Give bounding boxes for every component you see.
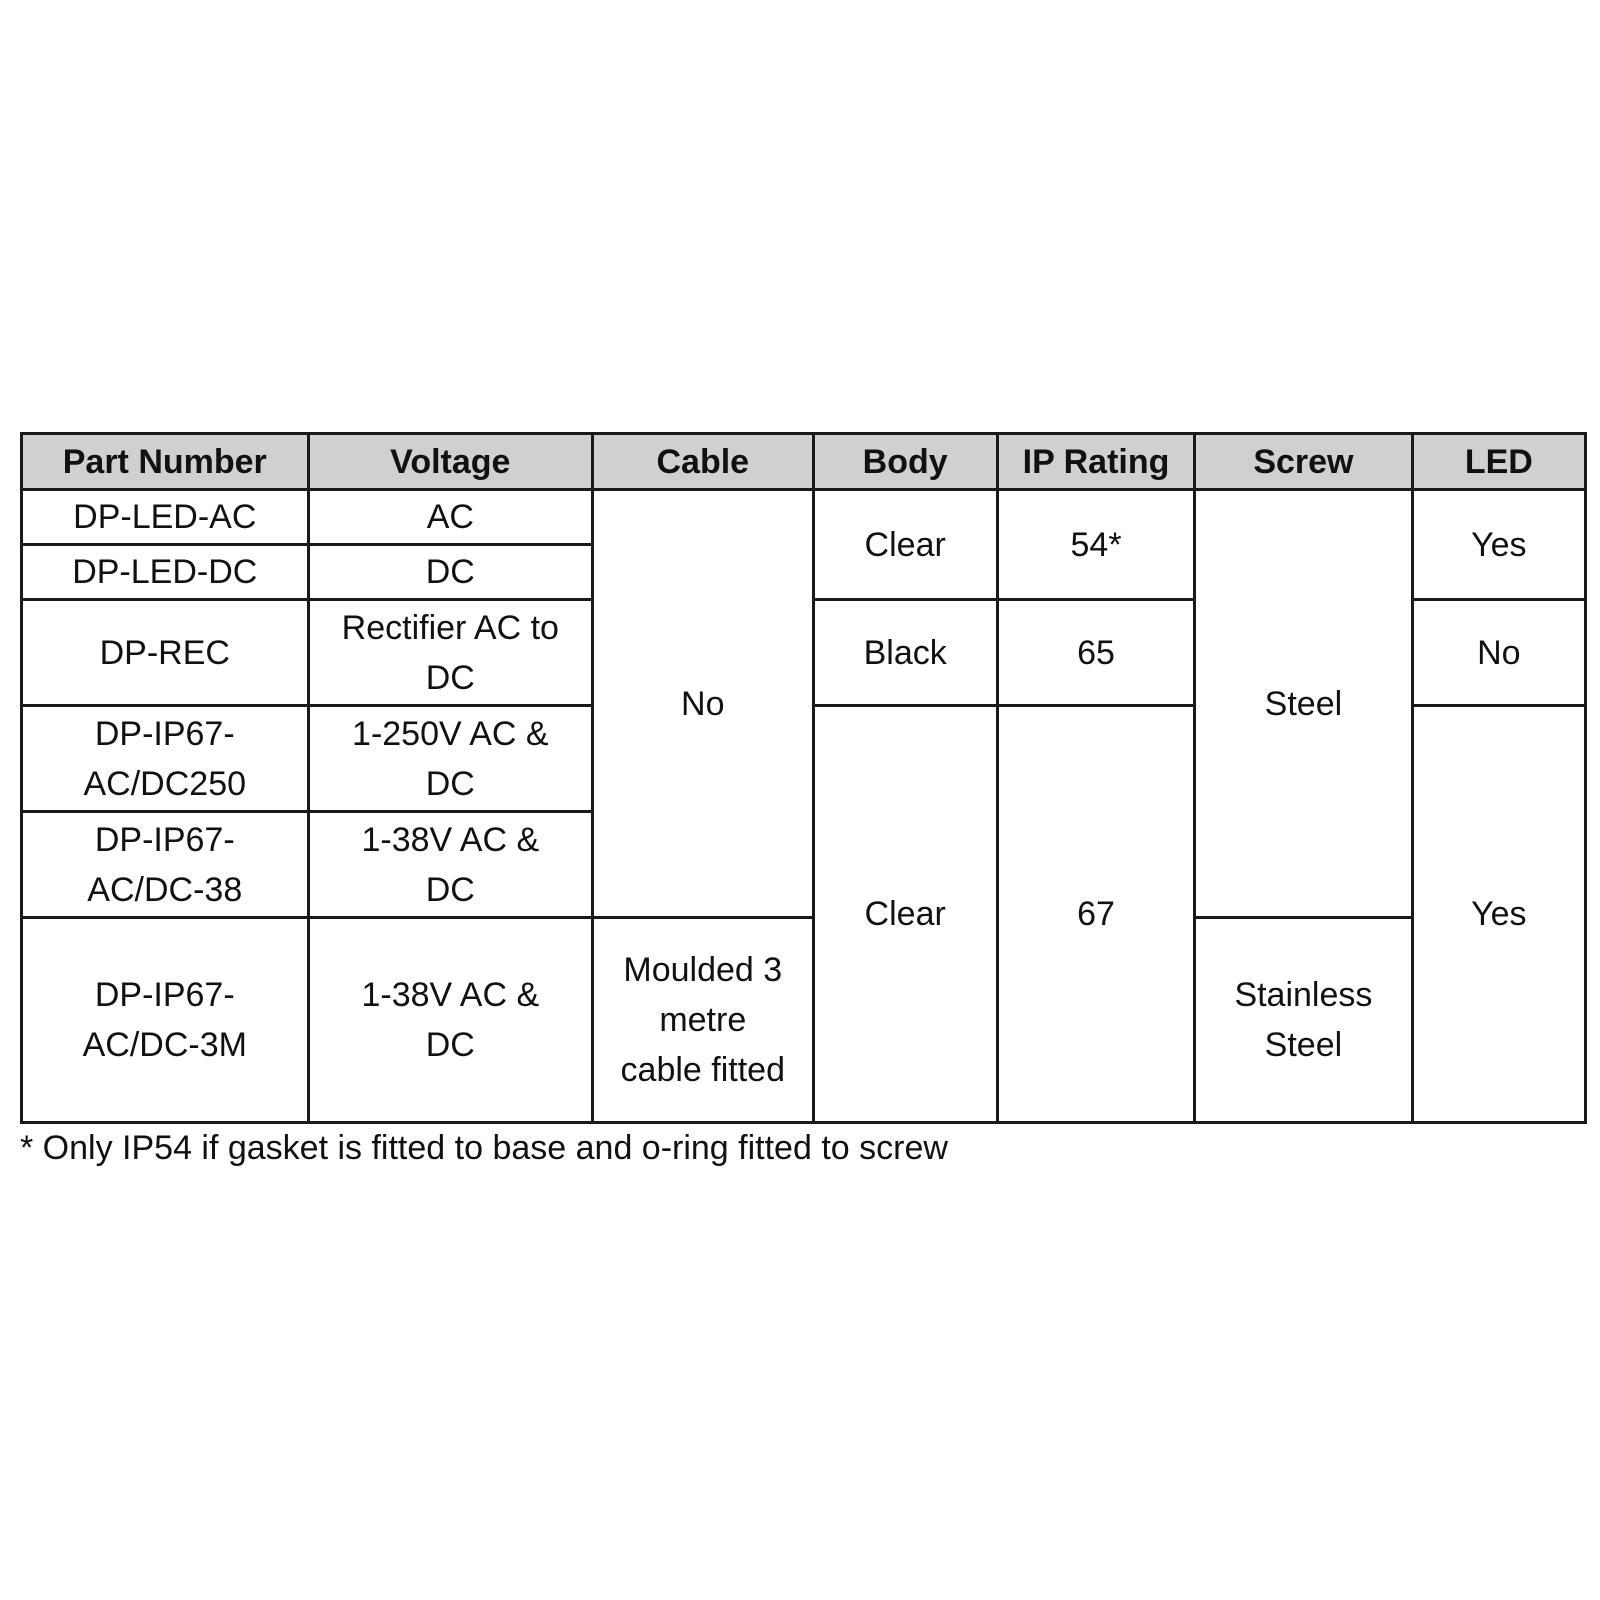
voltage-text: 1-38V AC & DC (361, 976, 540, 1064)
screw-cell: Steel (1195, 490, 1412, 918)
header-body: Body (813, 434, 997, 490)
voltage-text: 1-250V AC & DC (352, 714, 549, 803)
voltage-text: 1-38V AC & DC (361, 820, 540, 909)
screw-text: Stainless Steel (1234, 976, 1373, 1064)
part-number-cell: DP-REC (22, 600, 309, 706)
voltage-cell: AC (308, 490, 593, 545)
led-cell: No (1412, 600, 1585, 706)
cable-text: Moulded 3 metre cable fitted (620, 951, 785, 1089)
header-voltage: Voltage (308, 434, 593, 490)
footnote: * Only IP54 if gasket is fitted to base and o-ring fitted to screw (20, 1129, 948, 1167)
cable-text: No (681, 684, 725, 723)
ip-rating-cell: 65 (997, 600, 1194, 706)
body-cell: Clear (813, 490, 997, 600)
voltage-cell (308, 706, 593, 812)
header-led: LED (1412, 434, 1585, 490)
voltage-cell (308, 600, 593, 706)
spec-table (20, 432, 1587, 1124)
body-cell: Clear (813, 706, 997, 1123)
cable-cell (593, 918, 813, 1123)
body-cell: Black (813, 600, 997, 706)
table-row (22, 490, 1586, 545)
part-number-cell: DP-LED-DC (22, 545, 309, 600)
part-number-cell (22, 706, 309, 812)
ip-rating-cell: 54* (997, 490, 1194, 600)
part-number-text: DP-IP67-AC/DC-3M (82, 976, 247, 1064)
cable-cell (593, 490, 813, 918)
voltage-cell (308, 918, 593, 1123)
header-part-number: Part Number (22, 434, 309, 490)
part-number-text: DP-IP67-AC/DC-38 (87, 820, 243, 909)
part-number-cell: DP-LED-AC (22, 490, 309, 545)
voltage-cell (308, 812, 593, 918)
voltage-text: Rectifier AC to DC (341, 608, 559, 697)
header-screw: Screw (1195, 434, 1412, 490)
header-cable: Cable (593, 434, 813, 490)
table-row (22, 918, 1586, 1123)
part-number-cell (22, 812, 309, 918)
header-row (22, 434, 1586, 490)
ip-rating-cell: 67 (997, 706, 1194, 1123)
led-cell: Yes (1412, 706, 1585, 1123)
part-number-cell (22, 918, 309, 1123)
screw-cell (1195, 918, 1412, 1123)
led-cell: Yes (1412, 490, 1585, 600)
header-ip-rating: IP Rating (997, 434, 1194, 490)
part-number-text: DP-IP67-AC/DC250 (83, 714, 247, 803)
voltage-cell: DC (308, 545, 593, 600)
